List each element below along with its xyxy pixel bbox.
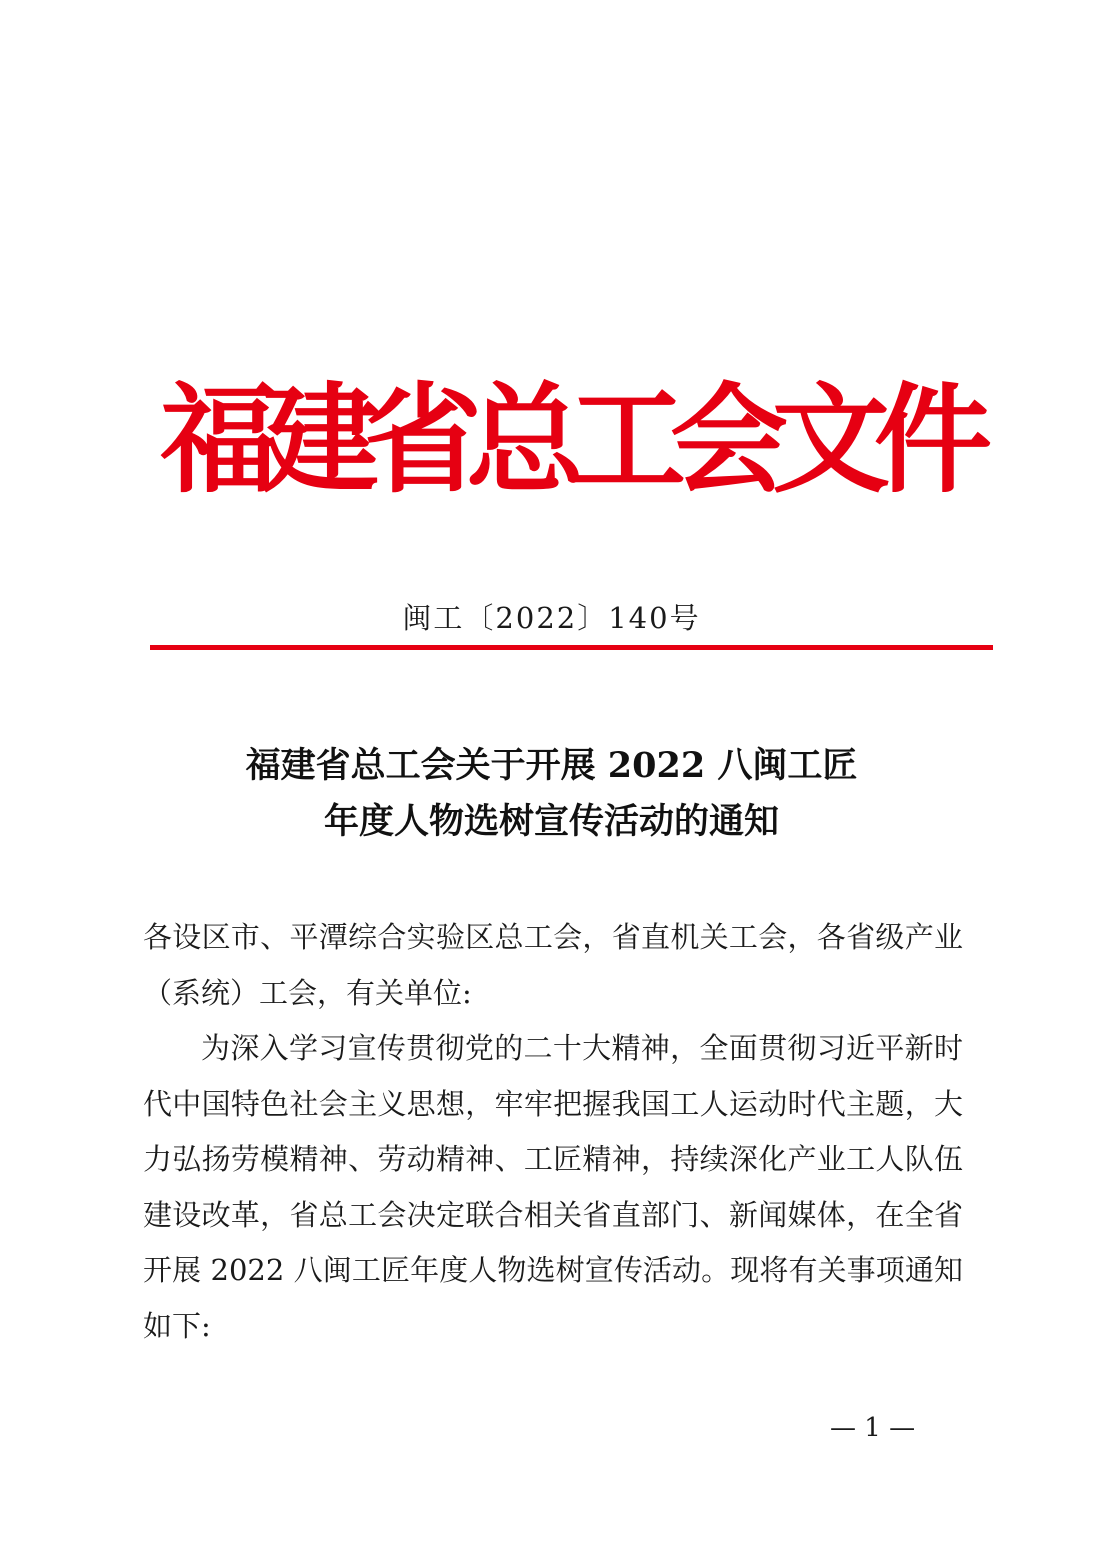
masthead-title: 福建省总工会文件 <box>160 370 977 509</box>
body-text <box>143 910 963 1354</box>
addressee-line-1: 各设区市、平潭综合实验区总工会，省直机关工会，各省级产业 <box>143 920 963 954</box>
addressee-line-2: （系统）工会，有关单位: <box>143 975 472 1010</box>
page-number: — 1 — <box>830 1413 916 1443</box>
paragraph-line-3: 力弘扬劳模精神、劳动精神、工匠精神，持续深化产业工人队伍 <box>143 1142 963 1176</box>
document-number: 闽工〔2022〕140号 <box>402 601 701 635</box>
paragraph-line-5: 开展 2022 八闽工匠年度人物选树宣传活动。现将有关事项通知 <box>143 1253 963 1287</box>
red-divider-line <box>150 645 993 650</box>
paragraph-line-4: 建设改革，省总工会决定联合相关省直部门、新闻媒体，在全省 <box>143 1197 963 1232</box>
document-title-line-2: 年度人物选树宣传活动的通知 <box>323 801 779 842</box>
paragraph-line-1: 为深入学习宣传贯彻党的二十大精神，全面贯彻习近平新时 <box>201 1031 963 1065</box>
document-title-line-1: 福建省总工会关于开展 2022 八闽工匠 <box>245 745 858 786</box>
paragraph-line-2: 代中国特色社会主义思想，牢牢把握我国工人运动时代主题，大 <box>143 1086 963 1121</box>
paragraph-line-6: 如下: <box>143 1308 211 1343</box>
